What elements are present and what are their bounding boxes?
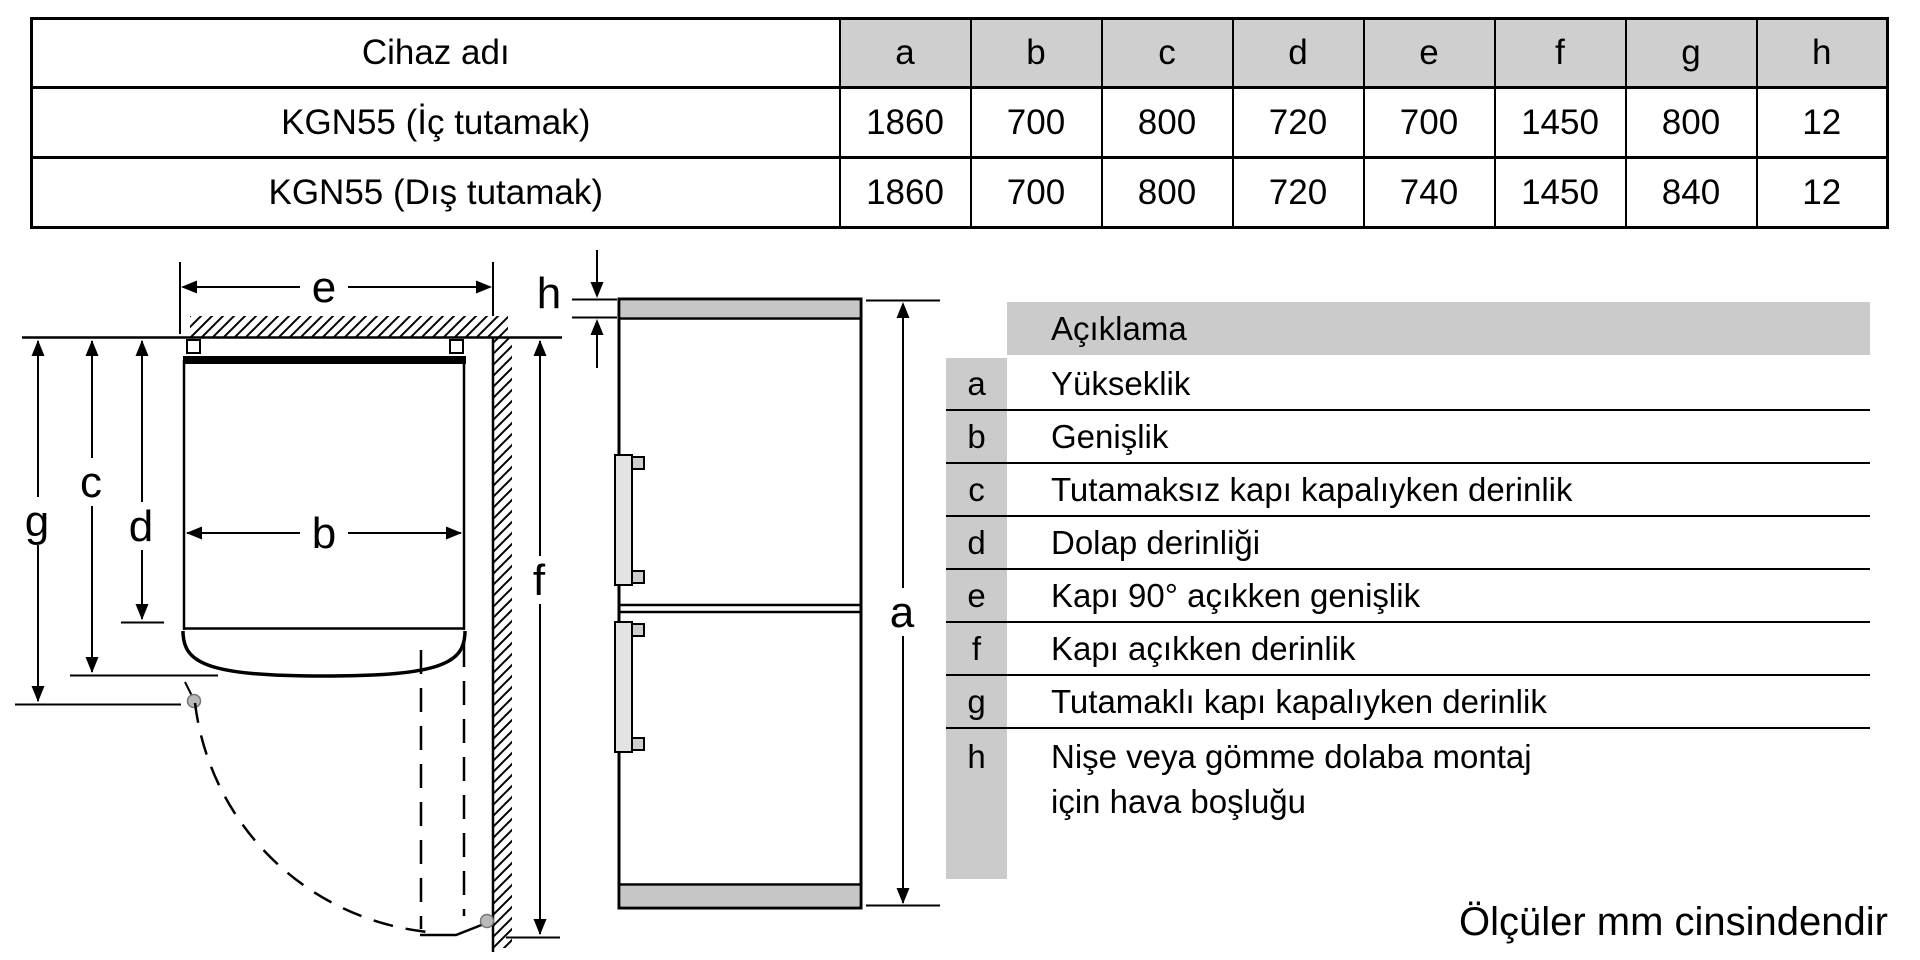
table-row-inner-handle: [32, 88, 1888, 158]
device-name-cell: KGN55 (Dış tutamak): [32, 158, 840, 228]
dimension-d: [118, 340, 164, 623]
dim-value-cell: 1450: [1495, 158, 1626, 228]
dim-value-cell: 740: [1364, 158, 1495, 228]
legend-key: c: [946, 464, 1007, 515]
dimension-label-e: e: [311, 263, 337, 312]
legend-desc: Tutamaklı kapı kapalıyken derinlik: [1051, 682, 1547, 720]
door-corner-link: [185, 682, 192, 696]
dim-value-cell: 700: [1364, 88, 1495, 158]
legend-desc-line1: Nişe veya gömme dolaba montaj: [1051, 738, 1532, 775]
legend-desc: Tutamaksız kapı kapalıyken derinlik: [1051, 470, 1573, 508]
dimension-f: [506, 340, 561, 938]
dim-value-cell: 1860: [840, 88, 971, 158]
wall-hatching-side: [493, 337, 512, 948]
hinge-block-right: [450, 340, 463, 353]
open-door-bottom-edge: [420, 924, 484, 935]
legend-key: f: [946, 623, 1007, 674]
wall-hatching-top: [190, 316, 508, 337]
legend-header: Açıklama: [1007, 302, 1870, 355]
legend-desc-line2: için hava boşluğu: [1051, 782, 1307, 820]
dim-value-cell: 720: [1233, 158, 1364, 228]
legend-key: d: [946, 517, 1007, 568]
dim-header-b: b: [971, 19, 1102, 88]
top-view: [22, 316, 562, 952]
legend-row-c: [946, 464, 1870, 517]
dimensions-table: [30, 17, 1889, 229]
dimension-label-d: d: [128, 502, 154, 551]
door-swing-arc: [195, 703, 428, 932]
dimension-label-f: f: [532, 556, 546, 605]
legend-key: a: [946, 358, 1007, 409]
dim-value-cell: 12: [1757, 88, 1888, 158]
dimension-a: [866, 301, 940, 906]
dimension-h: [537, 250, 617, 368]
legend-desc: Genişlik: [1051, 417, 1169, 455]
dim-value-cell: 1450: [1495, 88, 1626, 158]
units-note: Ölçüler mm cinsindendir: [1458, 900, 1888, 944]
legend-key: b: [946, 411, 1007, 462]
dim-value-cell: 800: [1626, 88, 1757, 158]
hinge-block-left: [187, 340, 200, 353]
dimension-label-h: h: [536, 269, 562, 318]
dim-header-c: c: [1102, 19, 1233, 88]
device-name-header: Cihaz adı: [32, 19, 840, 88]
hinge-dot: [481, 915, 494, 928]
legend-row-g: [946, 676, 1870, 729]
dimension-label-b: b: [311, 509, 337, 558]
legend-desc: [1007, 729, 1870, 879]
legend-desc: Kapı açıkken derinlik: [1051, 629, 1356, 667]
dim-value-cell: 800: [1102, 158, 1233, 228]
legend-row-d: [946, 517, 1870, 570]
legend-row-b: [946, 411, 1870, 464]
dimension-label-g: g: [24, 497, 50, 546]
door-corner-dot: [188, 695, 201, 708]
dim-value-cell: 720: [1233, 88, 1364, 158]
legend-table: [946, 302, 1870, 879]
legend-row-e: [946, 570, 1870, 623]
table-header-row: [32, 19, 1888, 88]
dim-value-cell: 12: [1757, 158, 1888, 228]
dim-value-cell: 840: [1626, 158, 1757, 228]
dim-header-e: e: [1364, 19, 1495, 88]
legend-desc: Dolap derinliği: [1051, 523, 1261, 561]
fridge-top-strip: [621, 301, 859, 317]
fridge-plinth-strip: [621, 886, 859, 906]
dim-header-a: a: [840, 19, 971, 88]
legend-key: e: [946, 570, 1007, 621]
installation-diagram: [0, 240, 960, 960]
legend-row-a: [946, 358, 1870, 411]
device-name-cell: KGN55 (İç tutamak): [32, 88, 840, 158]
dimension-label-c: c: [80, 458, 102, 507]
dim-header-g: g: [1626, 19, 1757, 88]
table-row-outer-handle: [32, 158, 1888, 228]
dim-header-h: h: [1757, 19, 1888, 88]
dimension-label-a: a: [889, 588, 915, 637]
legend-key: h: [946, 729, 1007, 879]
dim-header-d: d: [1233, 19, 1364, 88]
side-view: [615, 299, 861, 908]
dim-header-f: f: [1495, 19, 1626, 88]
dim-value-cell: 1860: [840, 158, 971, 228]
legend-desc: Yükseklik: [1051, 364, 1191, 402]
dim-value-cell: 700: [971, 88, 1102, 158]
fridge-sideview-outline: [619, 299, 861, 908]
legend-row-f: [946, 623, 1870, 676]
legend-row-h: [946, 729, 1870, 879]
dim-value-cell: 800: [1102, 88, 1233, 158]
fridge-back-bar: [183, 356, 466, 364]
legend-key: g: [946, 676, 1007, 727]
dim-value-cell: 700: [971, 158, 1102, 228]
legend-desc: Kapı 90° açıkken genişlik: [1051, 576, 1421, 614]
